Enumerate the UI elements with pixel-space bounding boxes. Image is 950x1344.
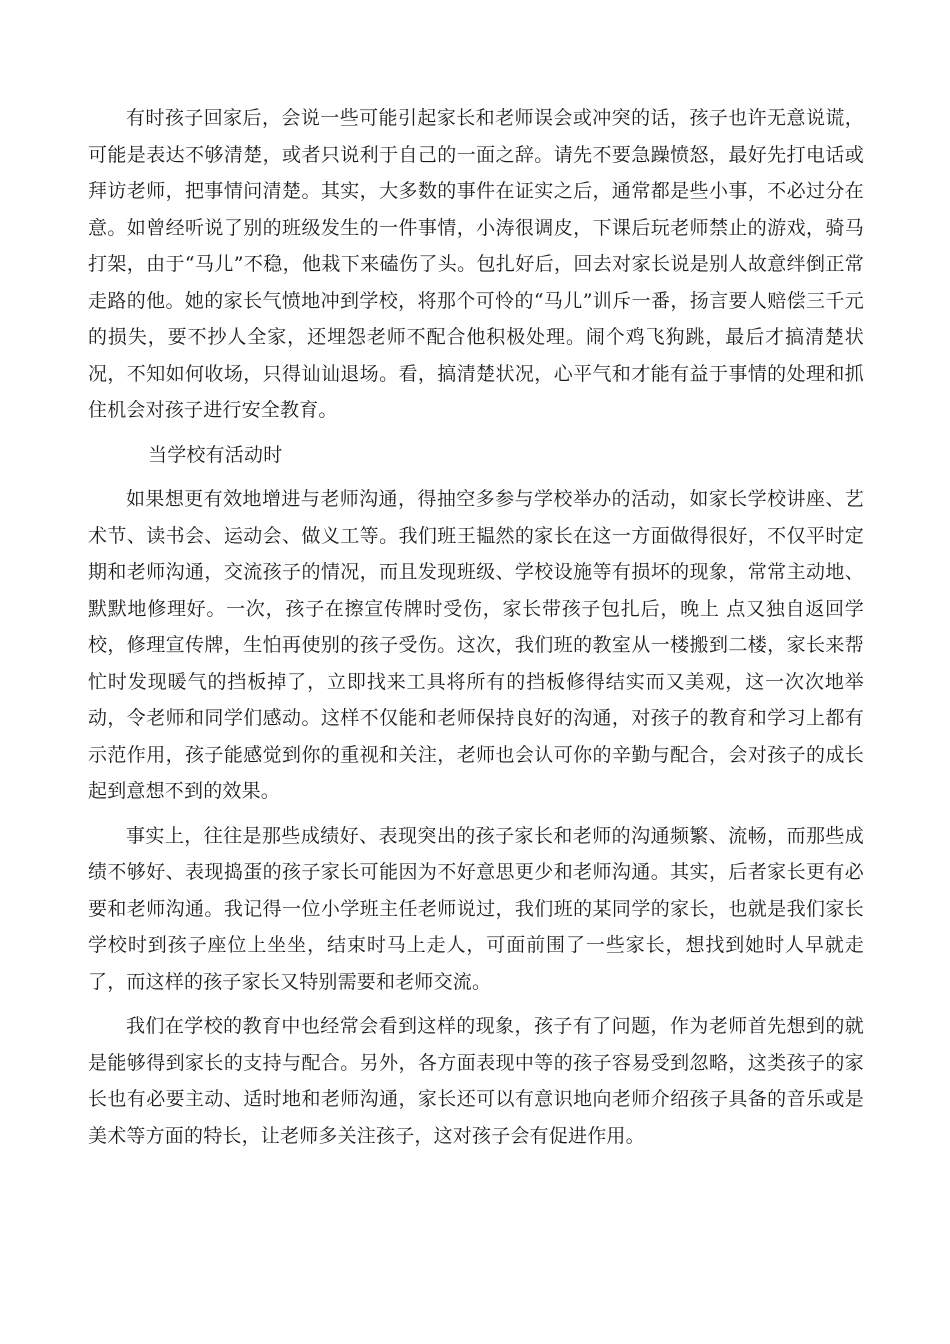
- paragraph-misunderstanding: 有时孩子回家后，会说一些可能引起家长和老师误会或冲突的话，孩子也许无意说谎，可能是表达不够清楚，或者只说利于自己的一面之辞。请先不要急躁愤怒，最好先打电话或拜访老师，把事情问清楚。其实，大多数的事件在证实之后，通常都是些小事，不必过分在意。如曾经听说了别的班级发生的一件事情，小涛很调皮，下课后玩老师禁止的游戏，骑马打架，由于“马儿”不稳，他栽下来磕伤了头。包扎好后，回去对家长说是别人故意绊倒正常走路的他。她的家长气愤地冲到学校，将那个可怜的“马儿”训斥一番，扬言要人赔偿三千元的损失，要不抄人全家，还埋怨老师不配合他积极处理。闹个鸡飞狗跳，最后才搞清楚状况，不知如何收场，只得讪讪退场。看，搞清楚状况，心平气和才能有益于事情的处理和抓住机会对孩子进行安全教育。: [88, 107, 864, 421]
- section-heading-school-activities: 当学校有活动时: [148, 443, 283, 466]
- paragraph-teacher-support: 我们在学校的教育中也经常会看到这样的现象，孩子有了问题，作为老师首先想到的就是能够得到家长的支持与配合。另外，各方面表现中等的孩子容易受到忽略，这类孩子的家长也有必要主动、适时地和老师沟通，家长还可以有意识地向老师介绍孩子具备的音乐或是美术等方面的特长，让老师多关注孩子，这对孩子会有促进作用。: [88, 1015, 864, 1147]
- document-body: [88, 100, 864, 1154]
- paragraph-school-activities: 如果想更有效地增进与老师沟通，得抽空多参与学校举办的活动，如家长学校讲座、艺术节、读书会、运动会、做义工等。我们班王韫然的家长在这一方面做得很好，不仅平时定期和老师沟通，交流孩子的情况，而且发现班级、学校设施等有损坏的现象，常常主动地、默默地修理好。一次，孩子在擦宣传牌时受伤，家长带孩子包扎后，晚上 点又独自返回学校，修理宣传牌，生怕再使别的孩子受伤。这次，我们班的教室从一楼搬到二楼，家长来帮忙时发现暖气的挡板掉了，立即找来工具将所有的挡板修得结实而又美观，这一次次地举动，令老师和同学们感动。这样不仅能和老师保持良好的沟通，对孩子的教育和学习上都有示范作用，孩子能感觉到你的重视和关注，老师也会认可你的辛勤与配合，会对孩子的成长起到意想不到的效果。: [88, 488, 864, 802]
- paragraph-communication-frequency: 事实上，往往是那些成绩好、表现突出的孩子家长和老师的沟通频繁、流畅，而那些成绩不够好、表现捣蛋的孩子家长可能因为不好意思更少和老师沟通。其实，后者家长更有必要和老师沟通。我记得一位小学班主任老师说过，我们班的某同学的家长，也就是我们家长学校时到孩子座位上坐坐，结束时马上走人，可面前围了一些家长，想找到她时人早就走了，而这样的孩子家长又特别需要和老师交流。: [88, 824, 864, 993]
